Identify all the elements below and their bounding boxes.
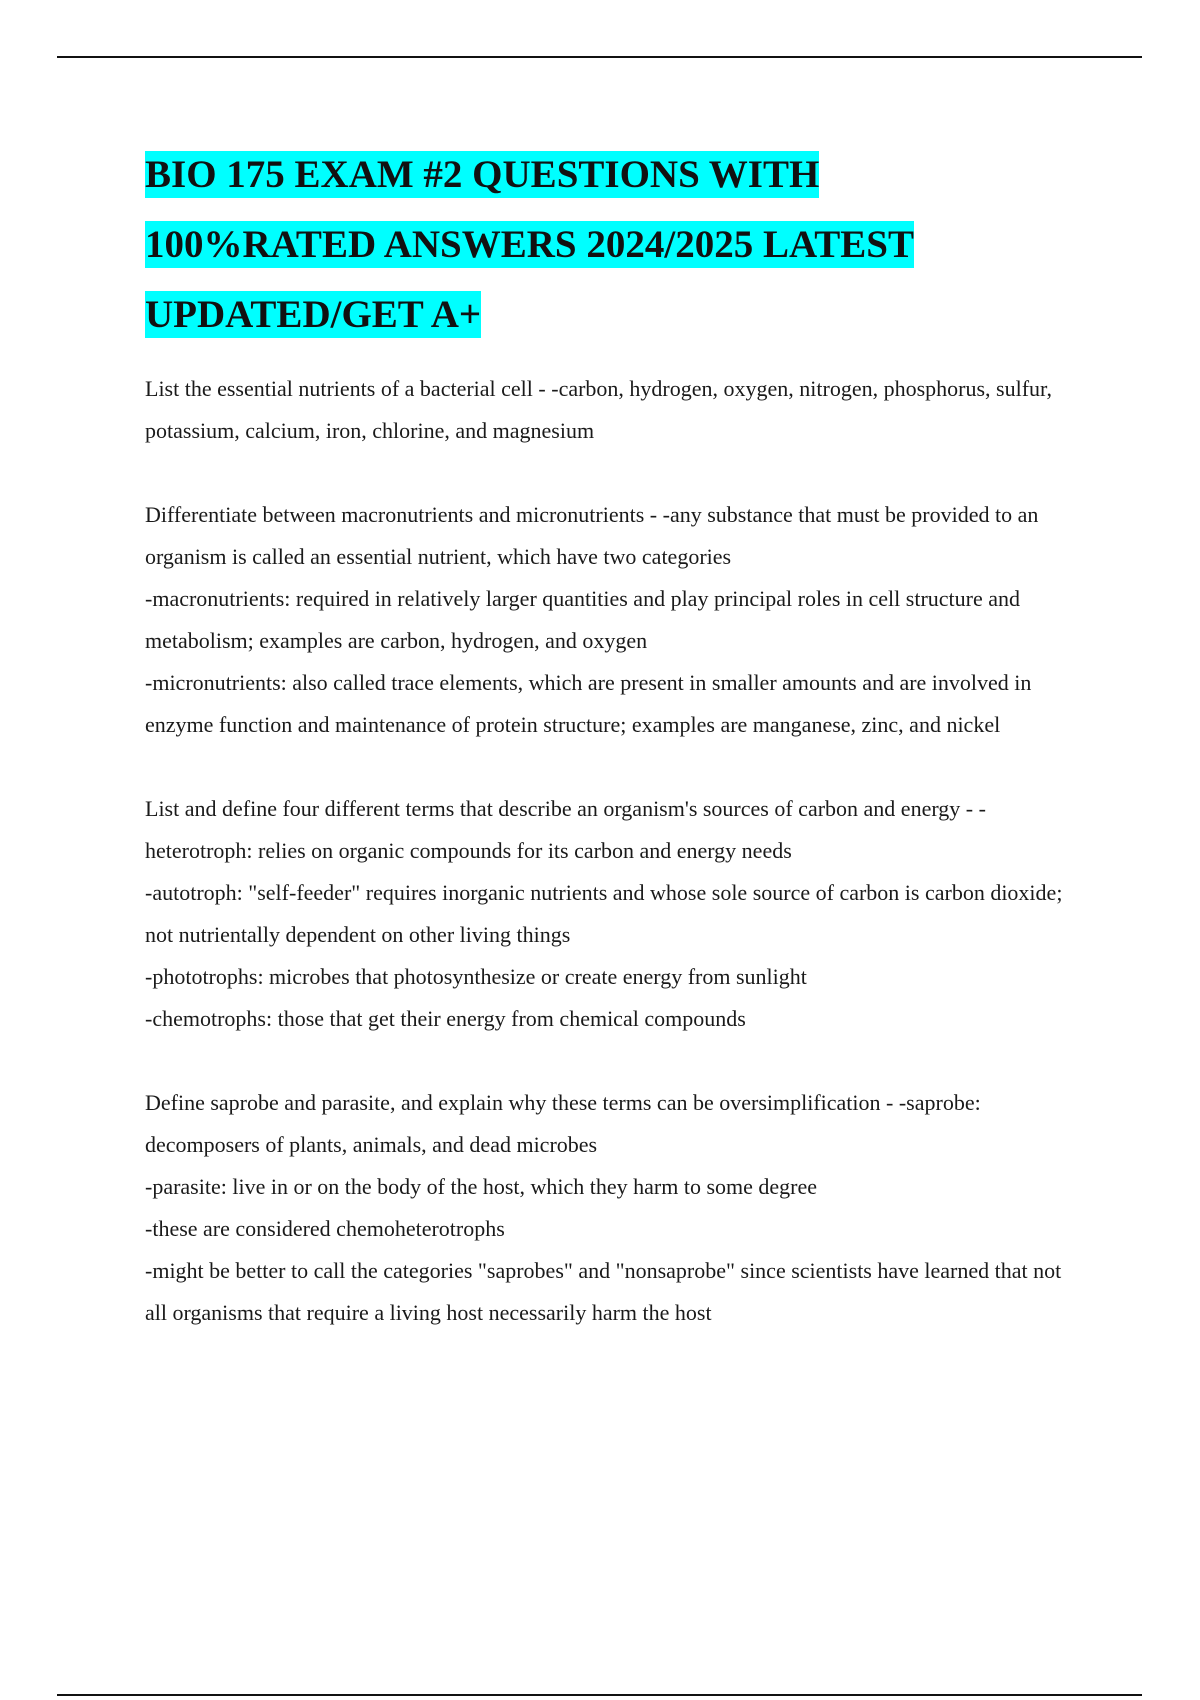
qa-paragraph: -micronutrients: also called trace elements, which are present in smaller amounts and are involved in enzyme function and maintenance of protein structure; examples are manganese, zinc, and nickel xyxy=(145,670,1032,737)
qa-paragraph: List and define four different terms that describe an organism's sources of carbon and energy - -heterotroph: relies on organic compounds for its carbon and energy needs xyxy=(145,796,986,863)
title-line-3: UPDATED/GET A+ xyxy=(145,293,482,336)
qa-paragraph: -parasite: live in or on the body of the host, which they harm to some degree xyxy=(145,1174,818,1199)
qa-paragraph: Define saprobe and parasite, and explain why these terms can be oversimplification - -saprobe: decomposers of plants, animals, and dead microbes xyxy=(145,1090,981,1157)
qa-essential-nutrients xyxy=(145,368,1085,452)
top-rule xyxy=(57,56,1142,58)
qa-paragraph: -chemotrophs: those that get their energy from chemical compounds xyxy=(145,1006,746,1031)
document-body xyxy=(145,140,1085,1376)
qa-paragraph: -macronutrients: required in relatively larger quantities and play principal roles in cell structure and metabolism; examples are carbon, hydrogen, and oxygen xyxy=(145,586,1021,653)
title-line-1: BIO 175 EXAM #2 QUESTIONS WITH xyxy=(145,153,820,196)
document-title xyxy=(145,140,1085,350)
qa-carbon-energy-terms xyxy=(145,788,1085,1040)
qa-paragraph: -these are considered chemoheterotrophs xyxy=(145,1216,505,1241)
qa-paragraph: -might be better to call the categories "saprobes" and "nonsaprobe" since scientists have learned that not all organisms that require a living host necessarily harm the host xyxy=(145,1258,1062,1325)
qa-paragraph: Differentiate between macronutrients and micronutrients - -any substance that must be provided to an organism is called an essential nutrient, which have two categories xyxy=(145,502,1039,569)
qa-paragraph: -phototrophs: microbes that photosynthesize or create energy from sunlight xyxy=(145,964,807,989)
qa-macro-micronutrients xyxy=(145,494,1085,746)
qa-saprobe-parasite xyxy=(145,1082,1085,1334)
title-line-2: 100%RATED ANSWERS 2024/2025 LATEST xyxy=(145,223,914,266)
qa-paragraph: List the essential nutrients of a bacterial cell - -carbon, hydrogen, oxygen, nitrogen, phosphorus, sulfur, potassium, calcium, iron, chlorine, and magnesium xyxy=(145,376,1052,443)
qa-paragraph: -autotroph: "self-feeder" requires inorganic nutrients and whose sole source of carbon is carbon dioxide; not nutrientally dependent on other living things xyxy=(145,880,1063,947)
bottom-rule xyxy=(57,1694,1142,1696)
